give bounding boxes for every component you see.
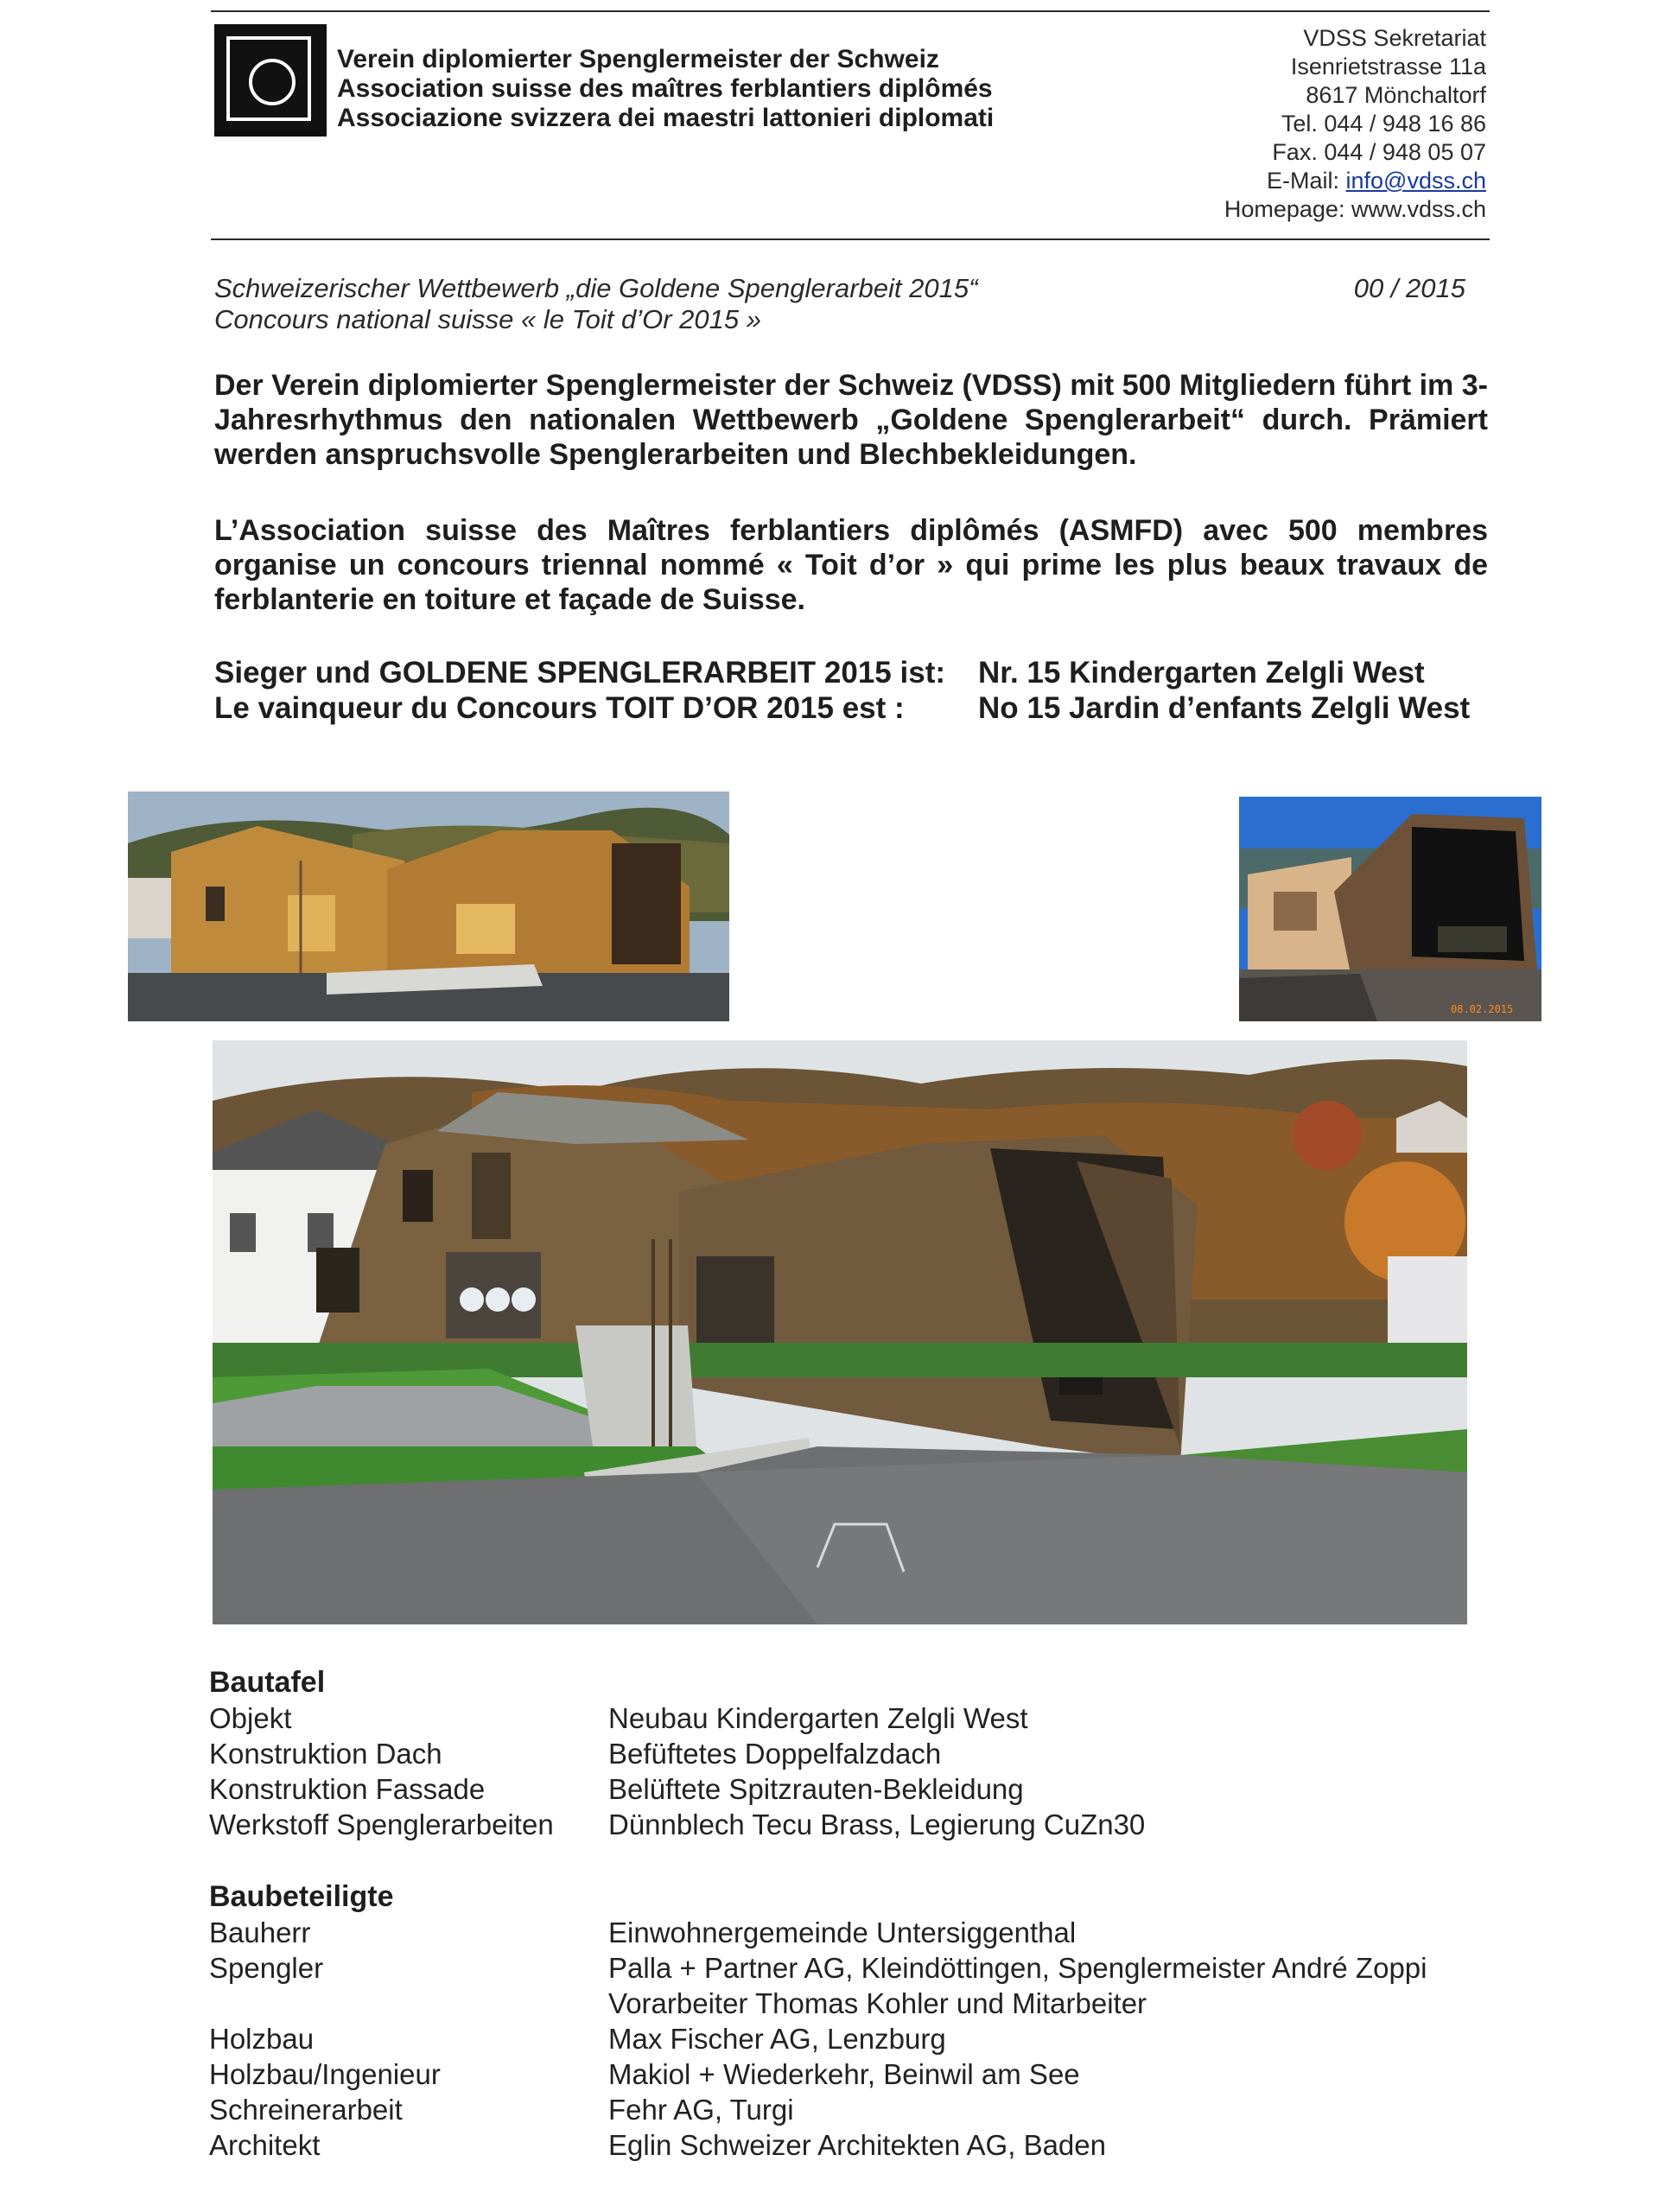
baubeteiligte-value: Fehr AG, Turgi	[608, 2094, 794, 2126]
bautafel-label: Konstruktion Dach	[209, 1738, 442, 1770]
photo-date-stamp: 08.02.2015	[1451, 1003, 1514, 1015]
baubeteiligte-value: Palla + Partner AG, Kleindöttingen, Spenglermeister André Zoppi	[608, 1952, 1427, 1984]
vdss-logo	[214, 24, 327, 137]
winner-block	[214, 655, 1471, 726]
winner-label-de: Sieger und GOLDENE SPENGLERARBEIT 2015 ist:	[214, 656, 945, 690]
bautafel-row	[209, 1807, 1146, 1842]
bautafel-table	[209, 1700, 1146, 1842]
photo-building-main-view	[213, 1040, 1467, 1624]
bautafel-row	[209, 1771, 1024, 1807]
bautafel-value: Neubau Kindergarten Zelgli West	[608, 1702, 1028, 1734]
baubeteiligte-row	[209, 2056, 1080, 2092]
photo-building-entrance-view	[1239, 797, 1541, 1021]
competition-title	[214, 273, 977, 335]
address-homepage: Homepage: www.vdss.ch	[1224, 196, 1486, 222]
baubeteiligte-label: Schreinerarbeit	[209, 2094, 403, 2126]
address-fax: Fax. 044 / 948 05 07	[1272, 139, 1486, 165]
secretariat-address	[1224, 24, 1486, 224]
intro-paragraph-fr: L’Association suisse des Maîtres ferblantiers diplômés (ASMFD) avec 500 membres organise un concours triennal nommé « Toit d’or » qui prime les plus beaux travaux de ferblanterie en toiture et façade de Suisse.	[214, 514, 1488, 616]
intro-paragraph-de: Der Verein diplomierter Spenglermeister der Schweiz (VDSS) mit 500 Mitgliedern führt im 3-Jahresrhythmus den nationalen Wettbewerb „Goldene Spenglerarbeit“ durch. Prämiert werden anspruchsvolle Spenglerarbeiten und Blechbekleidungen.	[214, 369, 1488, 471]
winner-value-fr: No 15 Jardin d’enfants Zelgli West	[978, 691, 1471, 725]
baubeteiligte-row	[209, 1986, 1147, 2021]
winner-row-fr	[214, 690, 1471, 726]
competition-title-de: Schweizerischer Wettbewerb „die Goldene Spenglerarbeit 2015“	[214, 273, 978, 303]
address-city: 8617 Mönchaltorf	[1306, 82, 1486, 108]
baubeteiligte-value: Eglin Schweizer Architekten AG, Baden	[608, 2129, 1106, 2161]
bautafel-label: Konstruktion Fassade	[209, 1773, 486, 1805]
baubeteiligte-row	[209, 2092, 794, 2127]
winner-row-de	[214, 655, 1425, 690]
org-name-de: Verein diplomierter Spenglermeister der Schweiz	[337, 45, 939, 73]
bautafel-row	[209, 1700, 1028, 1736]
bautafel-title: Bautafel	[209, 1666, 326, 1699]
bautafel-label: Objekt	[209, 1702, 292, 1734]
baubeteiligte-value: Max Fischer AG, Lenzburg	[608, 2023, 946, 2055]
baubeteiligte-row	[209, 2127, 1106, 2163]
baubeteiligte-label: Holzbau/Ingenieur	[209, 2058, 441, 2090]
bautafel-row	[209, 1736, 942, 1771]
email-link[interactable]: info@vdss.ch	[1345, 168, 1486, 194]
org-name-it: Associazione svizzera dei maestri lattonieri diplomati	[337, 104, 995, 132]
bautafel-value: Befüftetes Doppelfalzdach	[608, 1738, 942, 1770]
competition-title-fr: Concours national suisse « le Toit d’Or 2015 »	[214, 304, 762, 334]
baubeteiligte-label: Holzbau	[209, 2023, 315, 2055]
header-top-rule	[211, 10, 1490, 12]
org-name-fr: Association suisse des maîtres ferblantiers diplômés	[337, 74, 993, 103]
header-bottom-rule	[211, 238, 1490, 240]
baubeteiligte-title: Baubeteiligte	[209, 1880, 394, 1913]
photo-building-side-view	[128, 791, 729, 1021]
baubeteiligte-row	[209, 2021, 946, 2056]
organization-names	[337, 45, 994, 133]
baubeteiligte-value: Einwohnergemeinde Untersiggenthal	[608, 1916, 1077, 1948]
address-tel: Tel. 044 / 948 16 86	[1281, 111, 1486, 137]
baubeteiligte-row	[209, 1950, 1427, 1986]
bautafel-label: Werkstoff Spenglerarbeiten	[209, 1808, 554, 1840]
baubeteiligte-table	[209, 1915, 1427, 2163]
winner-label-fr: Le vainqueur du Concours TOIT D’OR 2015 est :	[214, 691, 905, 725]
address-street: Isenrietstrasse 11a	[1290, 54, 1486, 79]
logo-circle	[249, 59, 296, 105]
baubeteiligte-value: Makiol + Wiederkehr, Beinwil am See	[608, 2058, 1080, 2090]
address-name: VDSS Sekretariat	[1303, 25, 1486, 51]
email-label: E-Mail:	[1267, 168, 1346, 194]
baubeteiligte-label: Architekt	[209, 2129, 321, 2161]
logo-frame	[226, 36, 311, 121]
bautafel-value: Belüftete Spitzrauten-Bekleidung	[608, 1773, 1024, 1805]
bautafel-value: Dünnblech Tecu Brass, Legierung CuZn30	[608, 1808, 1146, 1840]
baubeteiligte-row	[209, 1915, 1077, 1950]
winner-value-de: Nr. 15 Kindergarten Zelgli West	[978, 656, 1425, 690]
baubeteiligte-label: Bauherr	[209, 1916, 311, 1948]
baubeteiligte-label: Spengler	[209, 1952, 324, 1984]
address-email-line	[1224, 167, 1486, 195]
document-number: 00 / 2015	[1353, 273, 1465, 303]
baubeteiligte-value: Vorarbeiter Thomas Kohler und Mitarbeiter	[608, 1987, 1147, 2019]
